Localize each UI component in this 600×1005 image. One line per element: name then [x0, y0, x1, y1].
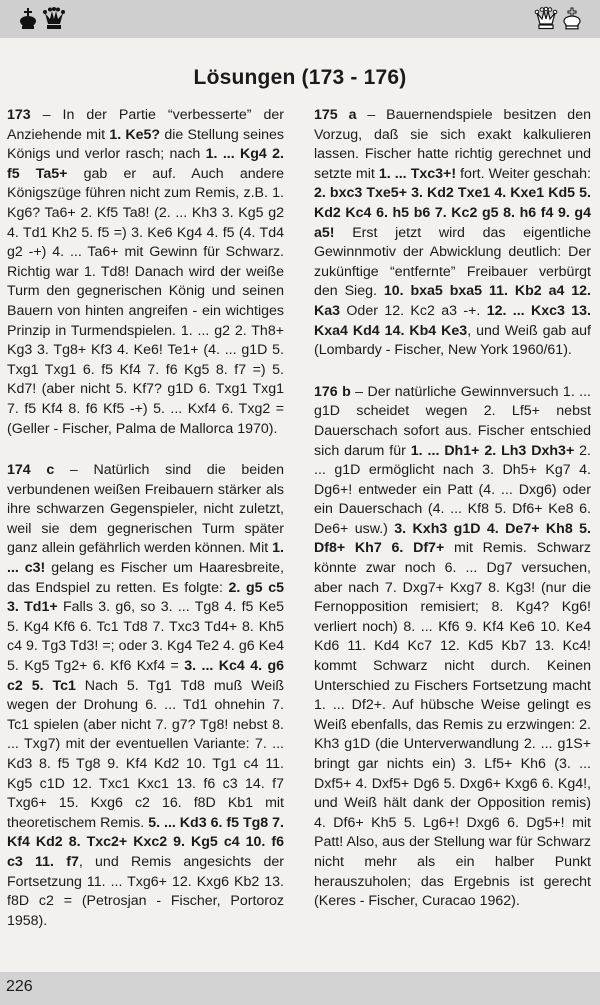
solution-text: Falls 3. g6, so 3. ... Tg8 4. f5 Ke5 5. Kg4 Kf6 6. Tc1 Td8 7. Txc3 Td4+ 8. Kh5 c4 9. Tg3 Td3! =; oder 3. Kg4 Te2 4. g6 Ke4 5. Kg5 Tg2+ 6. Kf6 Kxf4 =	[7, 599, 284, 675]
black-king-icon	[16, 6, 40, 30]
solution-text: , und Weiß gab auf (Lombardy - Fischer, New York 1960/61).	[314, 322, 591, 359]
white-queen-icon	[534, 6, 558, 30]
move-sequence: 2. g5 c5 3. Td1+	[7, 579, 284, 616]
solution-text: – In der Partie “verbesserte” der Anziehende mit	[7, 107, 284, 143]
move-sequence: 1. ... Kg4 2. f5 Ta5+	[7, 146, 285, 182]
move-sequence: 10. bxa5 bxa5 11. Kb2 a4 12. Ka3	[314, 283, 591, 319]
move-sequence: 1. ... c3!	[7, 540, 284, 577]
move-sequence: 1. ... Dh1+ 2. Lh3 Dxh3+	[410, 442, 575, 459]
solution-paragraph	[314, 383, 591, 912]
solution-text: fort. Weiter geschah:	[456, 165, 591, 182]
black-queen-icon	[42, 6, 66, 30]
solution-text: – Der natürliche Gewinnversuch 1. ... g1D scheidet wegen 2. Lf5+ nebst Dauerschach sofort aus. Fischer entschied sich darum für	[314, 383, 592, 459]
left-column	[7, 106, 284, 953]
solution-text: die Stellung seines Königs und verlor rasch; nach	[7, 126, 285, 163]
solution-text: Nach 5. Tg1 Td8 muß Weiß wegen der Drohung 6. ... Td1 ohnehin 7. Tc1 spielen (aber nicht 7. g7? Tg8! nebst 8. ... Txg7) mit der eventuellen Variante: 7. ... Kd3 8. f5 Tg8 9. Kf4 Kd2 10. Tg1 c4 11. Kg5 c1D 12. Txc1 Kxc1 13. f6 c3 14. f7 Txg6+ 15. Kxg6 c2 16. f8D Kb1 mit theoretischem Remis.	[7, 677, 285, 831]
solution-text: – Bauernendspiele besitzen den Vorzug, daß sie sich exakt kalkulieren lassen. Fischer hatte richtig gerechnet und setzte mit	[314, 107, 591, 182]
move-sequence: 1. ... Txc3+!	[378, 165, 457, 182]
move-sequence: 176 b	[314, 383, 351, 400]
move-sequence: 3. Kxh3 g1D 4. De7+ Kh8 5. Df8+ Kh7 6. Df7+	[314, 520, 591, 557]
page-title: Lösungen (173 - 176)	[193, 66, 407, 89]
solution-text: Oder 12. Kc2 a3 -+.	[340, 302, 487, 319]
move-sequence: 173	[7, 107, 31, 123]
solution-text: – Natürlich sind die beiden verbundenen weißen Freibauern stärker als ihre schwarzen Gegenspieler, nicht zuletzt, weil sie dem gegnerischen Turm später ganz allein gefährlich werden können. Mit	[7, 462, 284, 557]
solution-text: , und Remis angesichts der Fortsetzung 11. ... Txg6+ 12. Kxg6 Kb2 13. f8D c2 = (Petrosjan - Fischer, Portoroz 1958).	[7, 853, 284, 929]
move-sequence: 175 a	[314, 107, 357, 123]
solution-paragraph	[314, 106, 591, 361]
header-icons-right	[534, 6, 584, 30]
move-sequence: 2. bxc3 Txe5+ 3. Kd2 Txe1 4. Kxe1 Kd5 5. Kd2 Kc4 6. h5 b6 7. Kc2 g5 8. h6 f4 9. g4 a5!	[314, 185, 591, 241]
header-icons-left	[16, 6, 66, 30]
solution-text: 2. ... g1D ermöglicht nach 3. Dh5+ Kg7 4. Dg6+! entweder ein Patt (4. ... Dxg6) oder ein Dauerschach (4. ... Kf8 5. Df6+ Ke8 6. De6+ usw.)	[314, 442, 591, 537]
move-sequence: 174 c	[7, 462, 55, 479]
solution-paragraph	[7, 106, 284, 439]
footer-bar	[0, 972, 600, 1005]
solution-text: Erst jetzt wird das eigentliche Gewinnmotiv der Abwicklung deutlich: Der zukünftige “entfernte” Freibauer verbürgt den Sieg.	[314, 224, 591, 300]
move-sequence: 3. ... Kc4 4. g6 c2 5. Tc1	[7, 658, 284, 694]
solution-text: gelang es Fischer um Haaresbreite, das Endspiel zu retten. Es folgte:	[7, 560, 284, 596]
page-number: 226	[6, 978, 33, 995]
move-sequence: 12. ... Kxc3 13. Kxa4 Kd4 14. Kb4 Ke3	[314, 302, 592, 339]
solution-paragraph	[7, 461, 284, 931]
move-sequence: 5. ... Kd3 6. f5 Tg8 7. Kf4 Kd2 8. Txc2+ Kxc2 9. Kg5 c4 10. f6 c3 11. f7	[7, 814, 284, 870]
move-sequence: 1. Ke5?	[109, 126, 161, 143]
white-king-icon	[560, 6, 584, 30]
solution-text: gab er auf. Auch andere Königszüge führen nicht zum Remis, z.B. 1. Kg6? Ta6+ 2. Kf5 Ta8! (2. ... Kh3 3. Kg5 g2 4. Td1 Kh2 5. f5 =) 3. Ke6 Kg4 4. f5 (4. Td4 g2 -+) 4. ... Ta6+ mit Gewinn für Schwarz. Richtig war 1. Td8! Danach wird der weiße Turm den gegnerischen König und seinen Bauern von hinten angreifen - ein wichtiges Prinzip in Turmendspielen. 1. ... g2 2. Th8+ Kg3 3. Tg8+ Kf3 4. Ke6! Te1+ (4. ... g1D 5. Txg1 Txg1 6. f5 Kf4 7. f6 Kg5 8. f7 =) 5. Kd7! (aber nicht 5. Kf7? g1D 6. Txg1 Txg1 7. f5 Kf4 8. f6 Kf5 -+) 5. ... Kxf4 6. Txg2 = (Geller - Fischer, Palma de Mallorca 1970).	[7, 165, 284, 437]
solution-text: mit Remis. Schwarz könnte zwar noch 6. ... Dg7 versuchen, aber nach 7. Dxg7+ Kxg7 8. Kg3! (nur die Fernopposition remisiert; 8. Kg4? Kg6! verliert noch) 8. ... Kf6 9. Kf4 Ke6 10. Ke4 Kd6 11. Kd4 Kc7 12. Kd5 Kb7 13. Kc4! kommt Schwarz nicht durch. Keinen Unterschied zu Fischers Fortsetzung macht 1. ... Df2+. Auf hübsche Weise gelingt es Weiß ebenfalls, das Remis zu erzwingen: 2. Kh3 g1D (die Unterverwandlung 2. ... g1S+ bringt gar nichts ein) 3. Lf5+ Kh6 (3. ... Dxf5+ 4. Dxf5+ Dg6 5. Dxg6+ Kxg6 6. Kg4!, und Weiß hält dank der Opposition remis) 4. Df6+ Kh5 5. Lg6+! Dxg6 6. Dg5+! mit Patt! Also, aus der Stellung war für Schwarz nicht mehr als ein halber Punkt herauszuholen; das Ergebnis ist gerecht (Keres - Fischer, Curacao 1962).	[314, 540, 591, 910]
header-bar	[0, 0, 600, 38]
right-column	[314, 106, 591, 934]
